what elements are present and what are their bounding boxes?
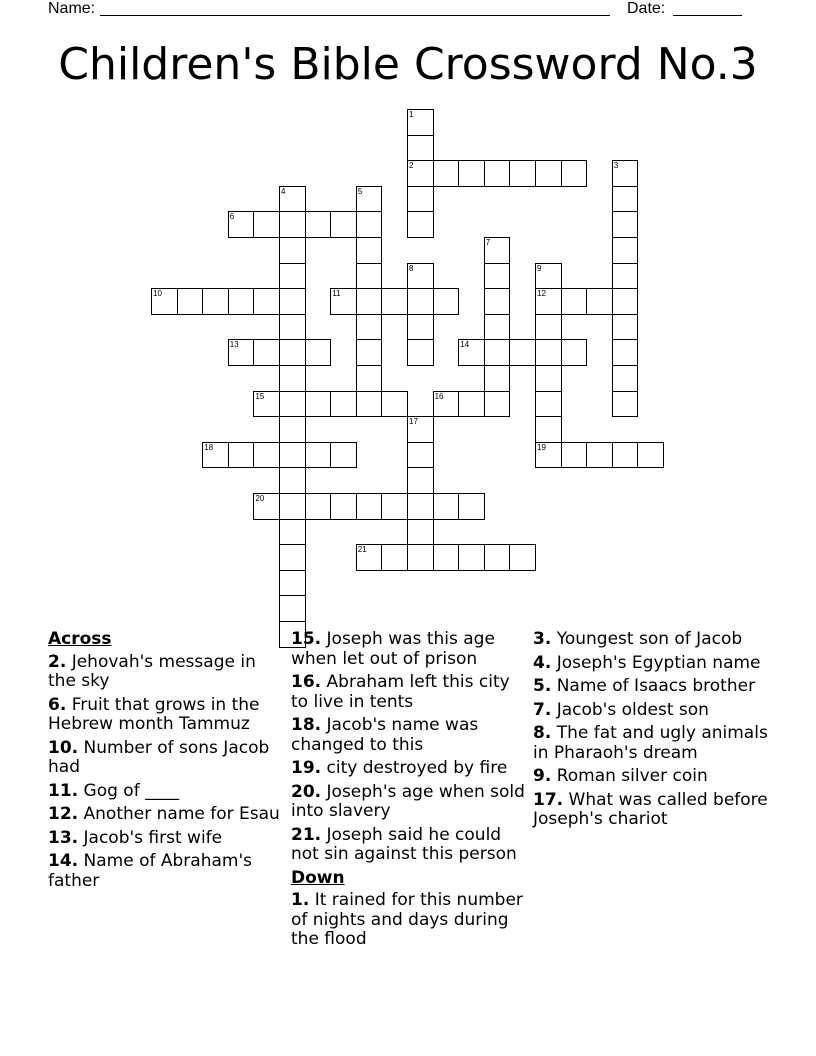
- grid-cell[interactable]: [612, 391, 639, 418]
- grid-cell[interactable]: [305, 211, 332, 238]
- grid-cell[interactable]: [561, 160, 588, 187]
- grid-cell[interactable]: [407, 339, 434, 366]
- grid-cell[interactable]: [484, 365, 511, 392]
- clue-item: [48, 852, 283, 891]
- grid-cell[interactable]: [356, 339, 383, 366]
- clue-text: Joseph's age when sold into slavery: [291, 781, 525, 821]
- clue-item: [533, 677, 768, 697]
- grid-cell[interactable]: [433, 493, 460, 520]
- clue-number: 19.: [291, 758, 322, 778]
- clue-number-6: 6: [229, 212, 235, 222]
- grid-cell[interactable]: [202, 288, 229, 315]
- clue-text: It rained for this number of nights and days during the flood: [291, 890, 523, 949]
- clue-text: Joseph was this age when let out of prison: [291, 629, 495, 669]
- grid-cell[interactable]: [509, 339, 536, 366]
- grid-cell[interactable]: [253, 288, 280, 315]
- grid-cell[interactable]: [279, 544, 306, 571]
- grid-cell[interactable]: [330, 442, 357, 469]
- grid-cell[interactable]: [253, 442, 280, 469]
- clue-number-13: 13: [229, 340, 239, 350]
- clue-number-17: 17: [409, 417, 418, 427]
- clue-number-2: 2: [409, 161, 414, 171]
- grid-cell[interactable]: [407, 442, 434, 469]
- grid-cell[interactable]: [612, 237, 639, 264]
- grid-cell[interactable]: [305, 339, 332, 366]
- clue-text: Number of sons Jacob had: [48, 737, 270, 777]
- grid-cell[interactable]: [484, 544, 511, 571]
- clue-number-5: 5: [357, 186, 363, 196]
- grid-cell[interactable]: [356, 493, 383, 520]
- clue-column-1: [48, 630, 283, 895]
- clue-item: [48, 739, 283, 778]
- clue-item: [533, 791, 768, 830]
- clue-number: 21.: [291, 824, 322, 845]
- grid-cell[interactable]: [279, 595, 306, 622]
- grid-cell[interactable]: [484, 263, 511, 290]
- clue-column-3: [533, 630, 768, 834]
- clue-number-12: 12: [537, 289, 546, 299]
- grid-cell[interactable]: [381, 493, 408, 520]
- clue-item: [48, 653, 283, 692]
- clue-number: 14.: [48, 851, 79, 871]
- clue-text: Roman silver coin: [556, 766, 708, 786]
- clue-number-7: 7: [485, 238, 491, 247]
- clue-number-8: 8: [409, 263, 414, 273]
- clue-number-11: 11: [332, 289, 341, 299]
- grid-cell[interactable]: [535, 314, 562, 341]
- grid-cell[interactable]: [612, 339, 639, 366]
- clue-text: Abraham left this city to live in tents: [291, 672, 510, 712]
- grid-cell[interactable]: [612, 442, 639, 469]
- grid-cell[interactable]: [407, 288, 434, 315]
- grid-cell[interactable]: [279, 288, 306, 315]
- grid-cell[interactable]: [407, 211, 434, 238]
- clue-number-3: 3: [613, 161, 619, 171]
- clue-number: 10.: [48, 737, 79, 758]
- grid-cell[interactable]: [407, 186, 434, 213]
- grid-cell[interactable]: [279, 391, 306, 418]
- grid-cell[interactable]: [458, 391, 485, 418]
- clue-item: [48, 696, 283, 735]
- clue-text: Jacob's name was changed to this: [291, 715, 479, 755]
- grid-cell[interactable]: [484, 288, 511, 315]
- clue-number: 6.: [48, 694, 67, 715]
- clue-number: 7.: [533, 699, 552, 720]
- clue-item: [291, 759, 526, 779]
- grid-cell[interactable]: [535, 160, 562, 187]
- clue-item: [533, 767, 768, 787]
- grid-cell[interactable]: [253, 211, 280, 238]
- grid-cell[interactable]: [586, 442, 613, 469]
- page-title: Children's Bible Crossword No.3: [58, 39, 758, 90]
- grid-cell[interactable]: [484, 391, 511, 418]
- grid-cell[interactable]: [509, 544, 536, 571]
- grid-cell[interactable]: [279, 519, 306, 546]
- clue-text: Gog of ____: [83, 780, 180, 801]
- clue-number: 1.: [291, 890, 310, 910]
- clue-item: [291, 630, 526, 669]
- clue-number: 11.: [48, 780, 79, 801]
- clue-item: [291, 891, 526, 950]
- grid-cell[interactable]: [612, 365, 639, 392]
- grid-cell[interactable]: [305, 493, 332, 520]
- grid-cell[interactable]: [612, 186, 639, 213]
- grid-cell[interactable]: [407, 314, 434, 341]
- name-label: Name:: [48, 0, 96, 17]
- clue-text: Jacob's oldest son: [556, 699, 709, 720]
- grid-cell[interactable]: [356, 391, 383, 418]
- clue-number: 4.: [533, 652, 552, 673]
- clue-number: 16.: [291, 672, 322, 692]
- grid-cell[interactable]: [279, 211, 306, 238]
- grid-cell[interactable]: [279, 467, 306, 494]
- grid-cell[interactable]: [407, 493, 434, 520]
- grid-cell[interactable]: [279, 416, 306, 443]
- clue-item: [291, 716, 526, 755]
- grid-cell[interactable]: [279, 263, 306, 290]
- grid-cell[interactable]: [612, 288, 639, 315]
- clue-number: 12.: [48, 804, 79, 824]
- clue-number-9: 9: [537, 263, 542, 273]
- grid-cell[interactable]: [561, 288, 588, 315]
- grid-cell[interactable]: [612, 314, 639, 341]
- clue-text: Fruit that grows in the Hebrew month Tammuz: [48, 694, 260, 734]
- grid-cell[interactable]: [535, 339, 562, 366]
- grid-cell[interactable]: [484, 339, 511, 366]
- grid-cell[interactable]: [228, 442, 255, 469]
- clue-text: The fat and ugly animals in Pharaoh's dream: [533, 723, 768, 763]
- grid-cell[interactable]: [535, 391, 562, 418]
- grid-cell[interactable]: [279, 570, 306, 597]
- clue-item: [291, 783, 526, 822]
- grid-cell[interactable]: [407, 467, 434, 494]
- clue-item: [291, 826, 526, 865]
- grid-cell[interactable]: [279, 237, 306, 264]
- clue-number-15: 15: [255, 391, 265, 401]
- clue-number-21: 21: [357, 545, 367, 555]
- clue-text: Jehovah's message in the sky: [48, 651, 256, 691]
- grid-cell[interactable]: [279, 442, 306, 469]
- grid-cell[interactable]: [279, 339, 306, 366]
- clue-number-20: 20: [255, 494, 265, 503]
- grid-cell[interactable]: [535, 365, 562, 392]
- grid-cell[interactable]: [356, 263, 383, 290]
- grid-cell[interactable]: [407, 135, 434, 162]
- grid-cell[interactable]: [458, 544, 485, 571]
- clue-item: [291, 673, 526, 712]
- clue-number-14: 14: [460, 340, 470, 350]
- grid-cell[interactable]: [305, 391, 332, 418]
- grid-cell[interactable]: [433, 160, 460, 187]
- clue-number-10: 10: [153, 289, 162, 299]
- clue-number-18: 18: [204, 442, 214, 452]
- grid-cell[interactable]: [433, 544, 460, 571]
- grid-cell[interactable]: [356, 237, 383, 264]
- grid-cell[interactable]: [381, 288, 408, 315]
- grid-cell[interactable]: [509, 160, 536, 187]
- grid-cell[interactable]: [228, 288, 255, 315]
- clue-number: 2.: [48, 651, 67, 672]
- grid-cell[interactable]: [458, 160, 485, 187]
- grid-cell[interactable]: [612, 263, 639, 290]
- grid-cell[interactable]: [279, 314, 306, 341]
- clue-item: [48, 829, 283, 849]
- grid-cell[interactable]: [535, 416, 562, 443]
- grid-cell[interactable]: [330, 391, 357, 418]
- clue-text: What was called before Joseph's chariot: [533, 789, 768, 829]
- grid-cell[interactable]: [177, 288, 204, 315]
- grid-cell[interactable]: [279, 493, 306, 520]
- clue-number: 15.: [291, 629, 322, 649]
- grid-cell[interactable]: [330, 211, 357, 238]
- clue-text: city destroyed by fire: [326, 758, 508, 778]
- clue-number: 8.: [533, 723, 552, 743]
- clue-number-4: 4: [281, 186, 286, 196]
- clue-item: [533, 630, 768, 650]
- grid-cell[interactable]: [484, 160, 511, 187]
- grid-cell[interactable]: [381, 544, 408, 571]
- clue-number: 3.: [533, 629, 552, 649]
- grid-cell[interactable]: [407, 519, 434, 546]
- across-heading: Across: [48, 629, 112, 649]
- grid-cell[interactable]: [637, 442, 664, 469]
- grid-cell[interactable]: [433, 288, 460, 315]
- clue-text: Name of Isaacs brother: [556, 676, 756, 696]
- grid-cell[interactable]: [253, 339, 280, 366]
- clue-text: Name of Abraham's father: [48, 851, 252, 891]
- grid-cell[interactable]: [279, 365, 306, 392]
- clue-number: 9.: [533, 766, 552, 786]
- grid-cell[interactable]: [407, 544, 434, 571]
- clue-item: [533, 701, 768, 721]
- grid-cell[interactable]: [561, 442, 588, 469]
- grid-cell[interactable]: [356, 365, 383, 392]
- clue-number: 20.: [291, 781, 322, 802]
- grid-cell[interactable]: [330, 493, 357, 520]
- grid-cell[interactable]: [356, 314, 383, 341]
- clue-number: 18.: [291, 715, 322, 735]
- grid-cell[interactable]: [305, 442, 332, 469]
- clue-item: [533, 724, 768, 763]
- grid-cell[interactable]: [586, 288, 613, 315]
- clue-number: 5.: [533, 676, 552, 696]
- clue-item: [48, 782, 283, 802]
- grid-cell[interactable]: [612, 211, 639, 238]
- clue-text: Another name for Esau: [83, 804, 280, 824]
- date-label: Date:: [627, 0, 666, 17]
- clue-text: Youngest son of Jacob: [556, 629, 743, 649]
- clue-number: 17.: [533, 789, 564, 810]
- grid-cell[interactable]: [484, 314, 511, 341]
- clue-text: Joseph said he could not sin against this person: [291, 824, 517, 864]
- grid-cell[interactable]: [561, 339, 588, 366]
- clue-text: Jacob's first wife: [83, 827, 223, 848]
- clue-number-16: 16: [434, 391, 444, 401]
- clue-number: 13.: [48, 827, 79, 848]
- grid-cell[interactable]: [458, 493, 485, 520]
- clue-item: [48, 805, 283, 825]
- grid-cell[interactable]: [356, 211, 383, 238]
- clue-number-19: 19: [537, 442, 546, 452]
- grid-cell[interactable]: [381, 391, 408, 418]
- grid-cell[interactable]: [356, 288, 383, 315]
- down-heading: Down: [291, 867, 345, 888]
- clue-number-1: 1: [409, 110, 414, 119]
- clue-text: Joseph's Egyptian name: [556, 652, 761, 673]
- clue-column-2: [291, 630, 526, 954]
- clue-item: [533, 654, 768, 674]
